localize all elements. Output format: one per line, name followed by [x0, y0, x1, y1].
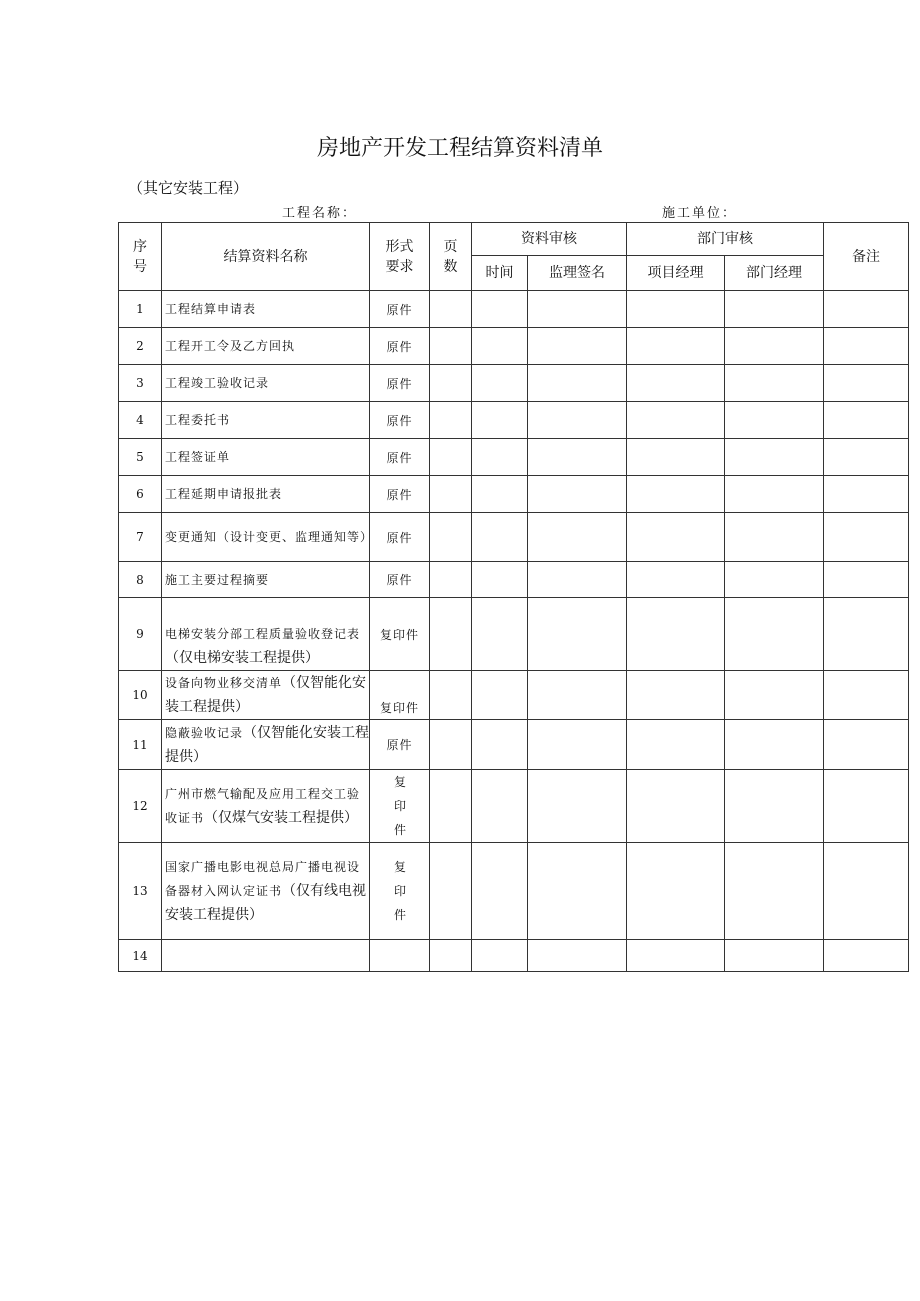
- row-form: 复印件: [370, 843, 430, 940]
- header-project-manager: 项目经理: [627, 256, 725, 291]
- row-name: 工程延期申请报批表: [162, 476, 370, 513]
- header-name: 结算资料名称: [162, 223, 370, 291]
- table-row: [119, 671, 909, 720]
- table-row: [119, 940, 909, 972]
- table-row: [119, 598, 909, 671]
- row-form: 复印件: [370, 770, 430, 843]
- table-row: [119, 439, 909, 476]
- row-form: 原件: [370, 328, 430, 365]
- table-row: [119, 843, 909, 940]
- row-name: 国家广播电影电视总局广播电视设备器材入网认定证书（仅有线电视安装工程提供）: [162, 843, 370, 940]
- table-row: [119, 720, 909, 770]
- table-row: [119, 328, 909, 365]
- table-row: [119, 513, 909, 562]
- row-note: （仅智能化安装工程提供）: [165, 724, 370, 765]
- row-form: 原件: [370, 720, 430, 770]
- row-form: 原件: [370, 562, 430, 598]
- row-name: 工程竣工验收记录: [162, 365, 370, 402]
- row-form: 原件: [370, 513, 430, 562]
- header-remarks: 备注: [824, 223, 909, 291]
- header-form: 形式要求: [370, 223, 430, 291]
- row-note: （仅智能化安装工程提供）: [165, 675, 367, 715]
- row-form: 原件: [370, 291, 430, 328]
- row-name: 工程开工令及乙方回执: [162, 328, 370, 365]
- document-subtitle: （其它安装工程）: [128, 179, 249, 197]
- row-name: [162, 940, 370, 972]
- row-seq: 3: [119, 365, 162, 402]
- table-row: [119, 365, 909, 402]
- header-dept-manager: 部门经理: [725, 256, 824, 291]
- row-name: 变更通知（设计变更、监理通知等）: [162, 513, 370, 562]
- row-seq: 5: [119, 439, 162, 476]
- row-seq: 8: [119, 562, 162, 598]
- row-name: 工程签证单: [162, 439, 370, 476]
- table-row: [119, 291, 909, 328]
- settlement-document-table: [118, 222, 909, 972]
- row-note: （仅有线电视安装工程提供）: [165, 883, 367, 923]
- row-seq: 1: [119, 291, 162, 328]
- row-seq: 14: [119, 940, 162, 972]
- project-name-label: 工程名称：: [282, 206, 358, 221]
- row-name: 工程结算申请表: [162, 291, 370, 328]
- row-seq: 4: [119, 402, 162, 439]
- table-row: [119, 770, 909, 843]
- row-seq: 6: [119, 476, 162, 513]
- row-seq: 10: [119, 671, 162, 720]
- row-name: 电梯安装分部工程质量验收登记表（仅电梯安装工程提供）: [162, 598, 370, 671]
- row-form: 原件: [370, 365, 430, 402]
- table-row: [119, 402, 909, 439]
- row-seq: 12: [119, 770, 162, 843]
- row-name: 隐蔽验收记录（仅智能化安装工程提供）: [162, 720, 370, 770]
- header-doc-review: 资料审核: [472, 223, 627, 256]
- row-seq: 2: [119, 328, 162, 365]
- row-name: 工程委托书: [162, 402, 370, 439]
- header-supervisor-sign: 监理签名: [528, 256, 627, 291]
- row-form: 复印件: [370, 598, 430, 671]
- table-row: [119, 562, 909, 598]
- header-time: 时间: [472, 256, 528, 291]
- header-pages: 页数: [430, 223, 472, 291]
- row-name: 施工主要过程摘要: [162, 562, 370, 598]
- contractor-label: 施工单位：: [662, 206, 738, 221]
- row-form: [370, 940, 430, 972]
- header-seq: 序号: [119, 223, 162, 291]
- row-seq: 11: [119, 720, 162, 770]
- row-form: 原件: [370, 439, 430, 476]
- document-title: 房地产开发工程结算资料清单: [316, 136, 603, 161]
- row-form: 原件: [370, 402, 430, 439]
- header-dept-review: 部门审核: [627, 223, 824, 256]
- row-note: （仅电梯安装工程提供）: [165, 650, 319, 666]
- row-form: 原件: [370, 476, 430, 513]
- row-name: 设备向物业移交清单（仅智能化安装工程提供）: [162, 671, 370, 720]
- table-row: [119, 476, 909, 513]
- row-form: 复印件: [370, 671, 430, 720]
- row-note: （仅煤气安装工程提供）: [204, 810, 359, 826]
- row-name: 广州市燃气输配及应用工程交工验收证书（仅煤气安装工程提供）: [162, 770, 370, 843]
- row-seq: 13: [119, 843, 162, 940]
- row-seq: 9: [119, 598, 162, 671]
- row-seq: 7: [119, 513, 162, 562]
